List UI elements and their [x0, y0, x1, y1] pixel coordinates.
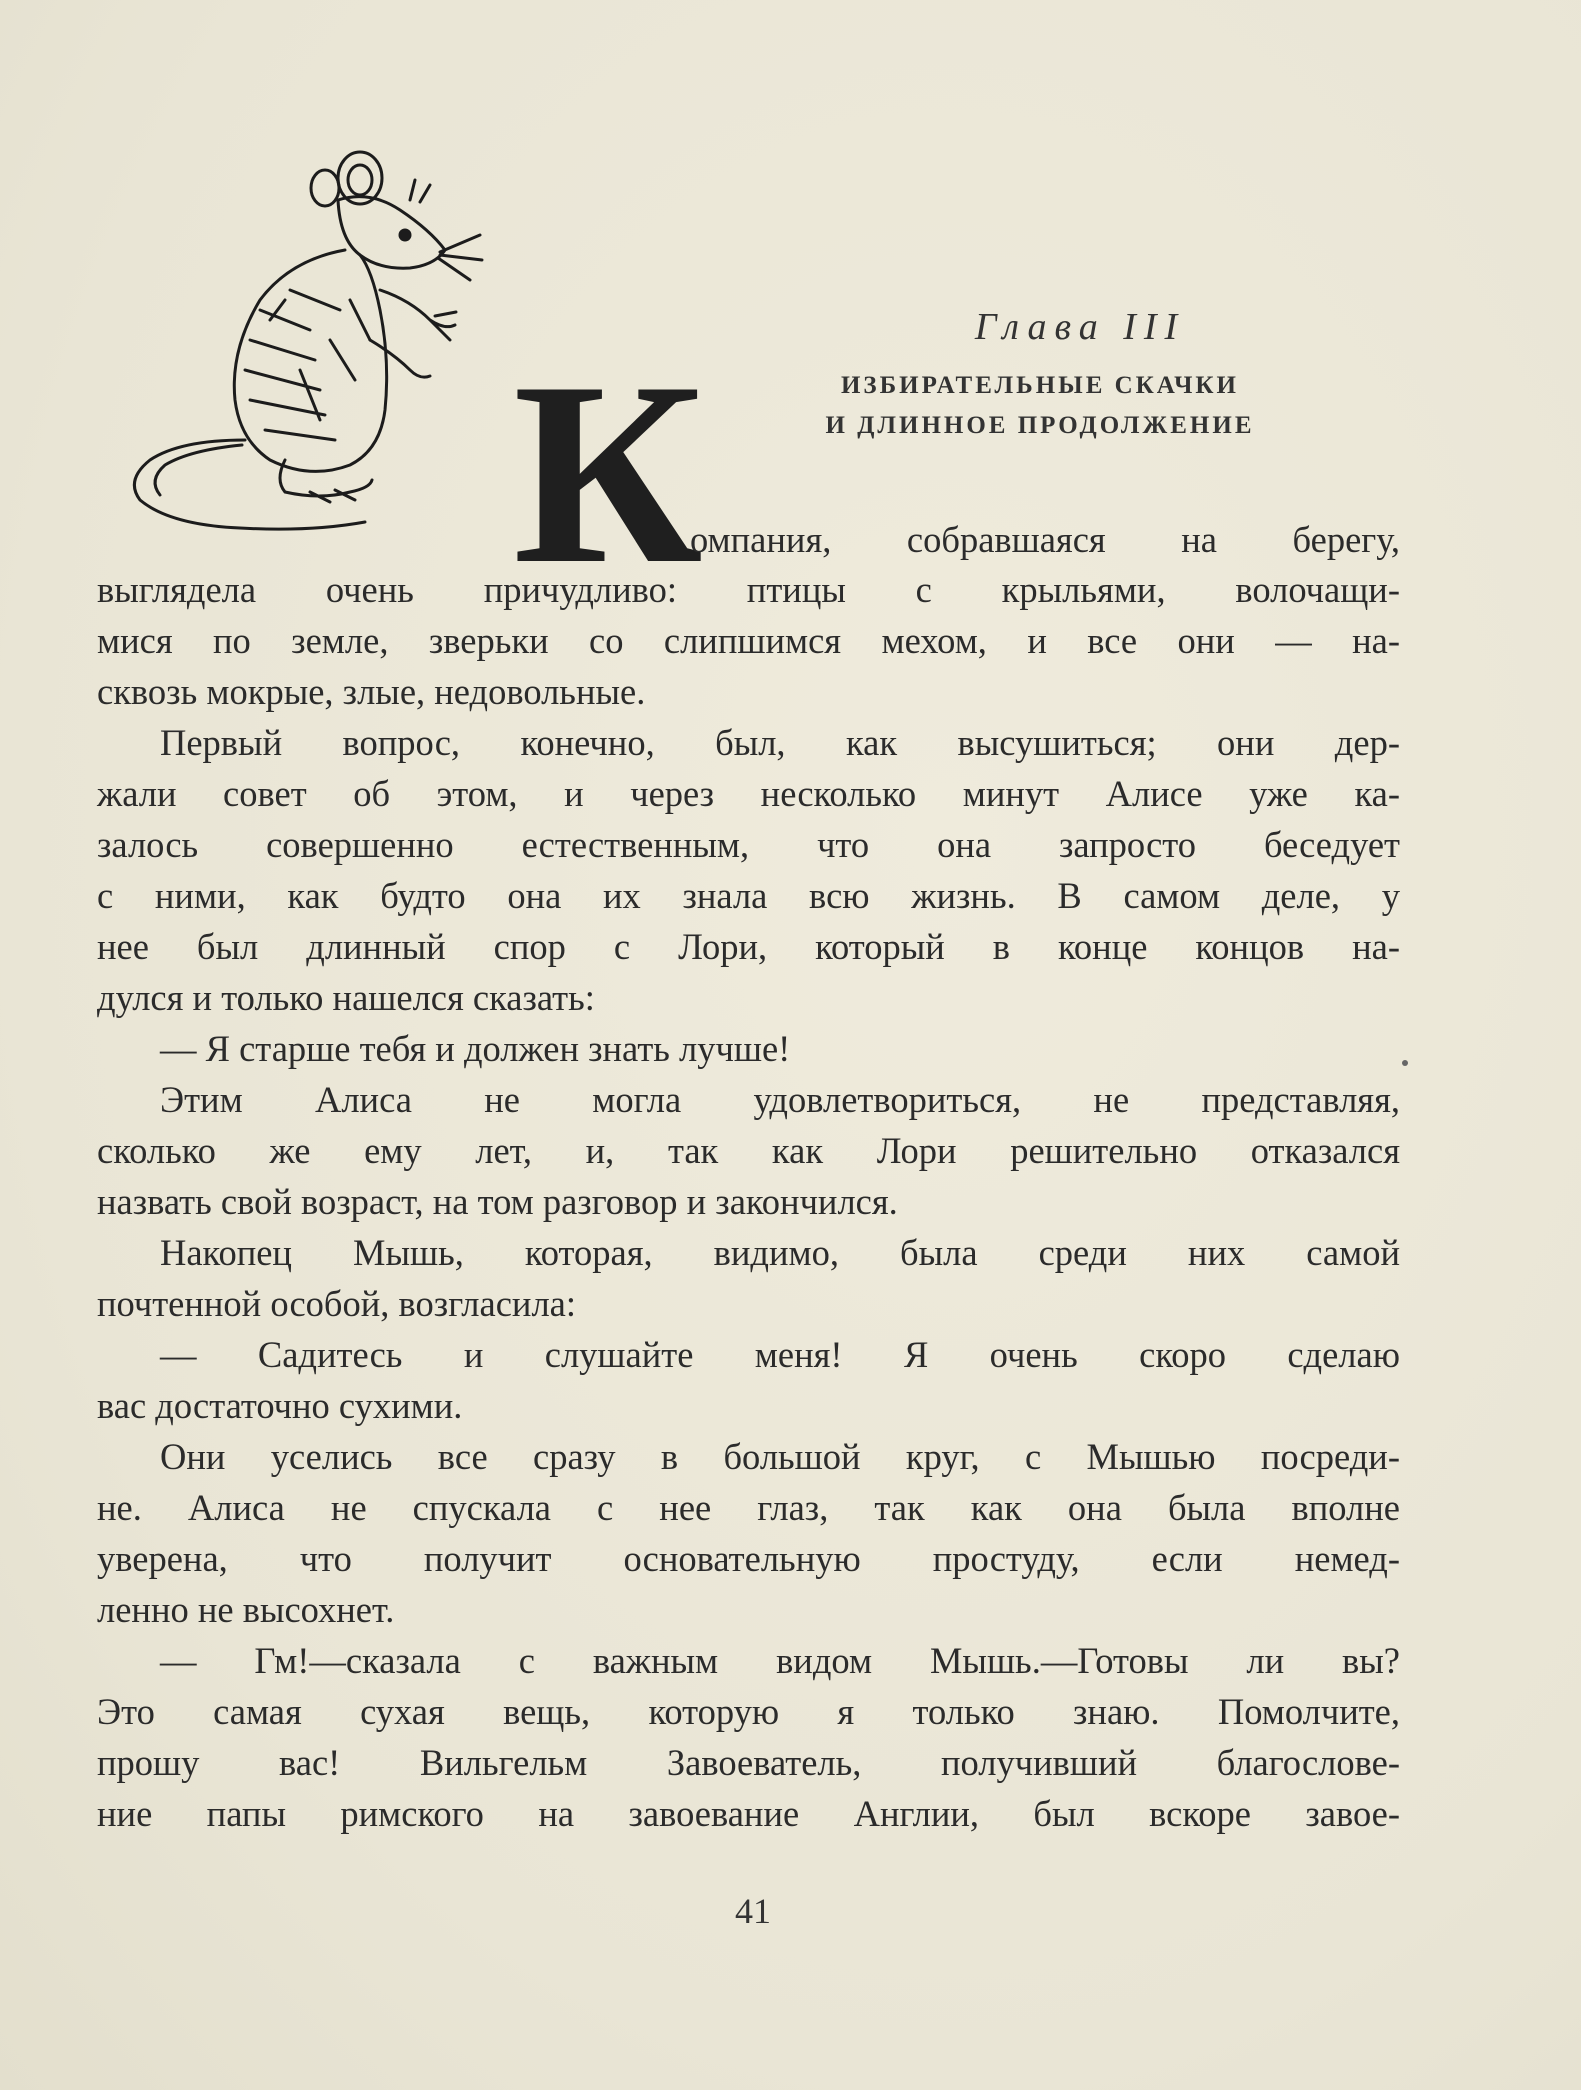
text-line: прошу вас! Вильгельм Завоеватель, получивший благослове- — [97, 1742, 1400, 1783]
text-line: — Садитесь и слушайте меня! Я очень скоро сделаю — [160, 1334, 1400, 1375]
text-line: сколько же ему лет, и, так как Лори решительно отказался — [97, 1130, 1400, 1171]
text-line: Этим Алиса не могла удовлетвориться, не представляя, — [160, 1079, 1400, 1120]
page-number: 41 — [735, 1891, 771, 1931]
chapter-subtitle-line-1: ИЗБИРАТЕЛЬНЫЕ СКАЧКИ — [840, 372, 1239, 399]
text-line: вас достаточно сухими. — [97, 1385, 463, 1426]
text-line: — Я старше тебя и должен знать лучше! — [160, 1028, 791, 1069]
text-line: Накопец Мышь, которая, видимо, была среди них самой — [160, 1232, 1400, 1273]
text-line: выглядела очень причудливо: птицы с крыльями, волочащи- — [97, 569, 1400, 610]
text-line: ние папы римского на завоевание Англии, был вскоре завое- — [97, 1793, 1400, 1834]
text-line: Первый вопрос, конечно, был, как высушиться; они дер- — [160, 722, 1400, 763]
text-line: жали совет об этом, и через несколько минут Алисе уже ка- — [97, 773, 1400, 814]
text-line: мися по земле, зверьки со слипшимся мехом, и все они — на- — [97, 620, 1400, 661]
text-line: уверена, что получит основательную простуду, если немед- — [97, 1538, 1400, 1579]
ink-speck — [1402, 1060, 1408, 1066]
text-line: с ними, как будто она их знала всю жизнь. В самом деле, у — [97, 875, 1400, 916]
text-line: залось совершенно естественным, что она запросто беседует — [97, 824, 1400, 865]
text-line: дулся и только нашелся сказать: — [97, 977, 595, 1018]
mouse-illustration — [110, 140, 490, 550]
text-line: Это самая сухая вещь, которую я только знаю. Помолчите, — [97, 1691, 1400, 1732]
text-line: назвать свой возраст, на том разговор и закончился. — [97, 1181, 898, 1222]
chapter-title: Глава III — [974, 306, 1186, 348]
text-line: Они уселись все сразу в большой круг, с Мышью посреди- — [160, 1436, 1400, 1477]
text-line: — Гм!—сказала с важным видом Мышь.—Готовы ли вы? — [160, 1640, 1400, 1681]
text-line: нее был длинный спор с Лори, который в конце концов на- — [97, 926, 1400, 967]
text-line: ленно не высохнет. — [97, 1589, 395, 1630]
drop-cap: К — [513, 328, 703, 618]
chapter-subtitle-line-2: И ДЛИННОЕ ПРОДОЛЖЕНИЕ — [825, 412, 1255, 439]
text-line: омпания, собравшаяся на берегу, — [690, 519, 1400, 560]
text-line: сквозь мокрые, злые, недовольные. — [97, 671, 646, 712]
text-line: почтенной особой, возгласила: — [97, 1283, 577, 1324]
text-line: не. Алиса не спускала с нее глаз, так как она была вполне — [97, 1487, 1400, 1528]
